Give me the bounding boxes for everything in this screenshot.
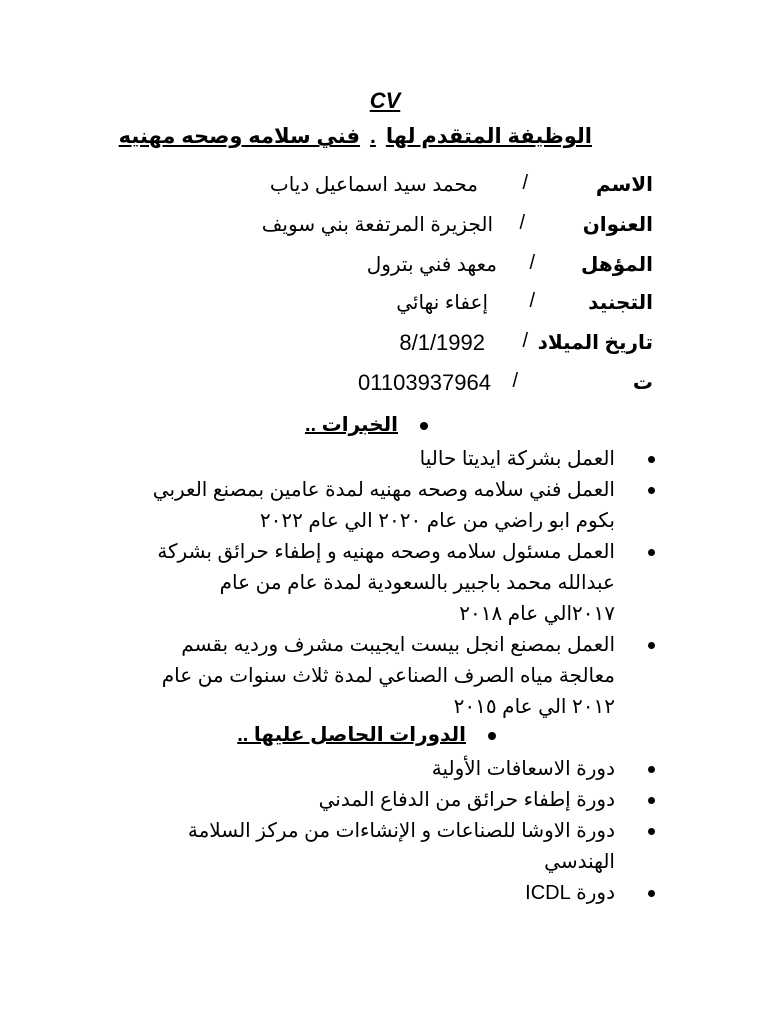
list-item bbox=[143, 816, 643, 878]
job-title-line bbox=[119, 124, 592, 149]
bullet-icon bbox=[488, 732, 496, 740]
courses-heading bbox=[237, 722, 496, 747]
field-name bbox=[153, 172, 653, 202]
field-label: التجنيد bbox=[588, 292, 653, 314]
experience-list bbox=[143, 444, 643, 723]
list-item-text: دورة ICDL bbox=[525, 882, 615, 904]
courses-title: الدورات الحاصل عليها .. bbox=[237, 724, 466, 746]
bullet-icon bbox=[648, 456, 655, 463]
bullet-icon bbox=[648, 487, 655, 494]
list-item-text: دورة الاسعافات الأولية bbox=[431, 758, 615, 780]
job-separator: . bbox=[370, 125, 376, 148]
bullet-icon bbox=[648, 642, 655, 649]
field-slash: / bbox=[529, 290, 535, 312]
experience-title: الخبرات .. bbox=[304, 414, 398, 436]
list-item-text: العمل بشركة ايديتا حاليا bbox=[419, 448, 615, 470]
list-item-text: العمل فني سلامه وصحه مهنيه لمدة عامين بمصنع العربي بكوم ابو راضي من عام ٢٠٢٠ الي عام ٢٠٢٢ bbox=[152, 479, 615, 532]
list-item bbox=[143, 475, 643, 537]
field-slash: / bbox=[519, 212, 525, 234]
list-item bbox=[143, 878, 643, 909]
list-item-text: دورة إطفاء حرائق من الدفاع المدني bbox=[318, 789, 615, 811]
field-value: محمد سيد اسماعيل دياب bbox=[269, 174, 478, 196]
list-item-text: العمل مسئول سلامه وصحه مهنيه و إطفاء حرائق بشركة عبدالله محمد باجبير بالسعودية لمدة عام من عام ٢٠١٧الي عام ٢٠١٨ bbox=[157, 541, 615, 625]
list-item bbox=[143, 630, 643, 723]
field-label: ت bbox=[632, 372, 653, 394]
field-slash: / bbox=[529, 252, 535, 274]
bullet-icon bbox=[648, 549, 655, 556]
field-slash: / bbox=[512, 370, 518, 392]
field-value: 01103937964 bbox=[358, 370, 491, 395]
field-value: معهد فني بترول bbox=[366, 254, 497, 276]
list-item-text: دورة الاوشا للصناعات و الإنشاءات من مركز السلامة الهندسي bbox=[187, 820, 615, 873]
field-value: إعفاء نهائي bbox=[396, 292, 488, 314]
list-item bbox=[143, 444, 643, 475]
field-address bbox=[153, 212, 653, 242]
job-label: الوظيفة المتقدم لها bbox=[385, 125, 592, 148]
list-item bbox=[143, 754, 643, 785]
bullet-icon bbox=[648, 797, 655, 804]
list-item-text: العمل بمصنع انجل بيست ايجيبت مشرف ورديه بقسم معالجة مياه الصرف الصناعي لمدة ثلاث سنوات من عام ٢٠١٢ الي عام ٢٠١٥ bbox=[161, 634, 615, 718]
bullet-icon bbox=[648, 828, 655, 835]
field-label: المؤهل bbox=[580, 254, 653, 276]
field-label: الاسم bbox=[595, 174, 653, 196]
field-label: العنوان bbox=[582, 214, 653, 236]
field-phone bbox=[153, 370, 653, 400]
list-item bbox=[143, 537, 643, 630]
cv-title: CV bbox=[369, 88, 401, 113]
experience-heading bbox=[305, 412, 428, 437]
field-qualification bbox=[153, 252, 653, 282]
job-value: فني سلامه وصحه مهنيه bbox=[118, 125, 361, 148]
field-value: 8/1/1992 bbox=[399, 330, 485, 355]
field-birthdate bbox=[153, 330, 653, 360]
bullet-icon bbox=[648, 890, 655, 897]
field-slash: / bbox=[522, 172, 528, 194]
list-item bbox=[143, 785, 643, 816]
courses-list bbox=[143, 754, 643, 909]
bullet-icon bbox=[420, 422, 428, 430]
bullet-icon bbox=[648, 766, 655, 773]
field-military bbox=[153, 290, 653, 320]
field-slash: / bbox=[522, 330, 528, 352]
field-label: تاريخ الميلاد bbox=[537, 332, 653, 354]
field-value: الجزيرة المرتفعة بني سويف bbox=[261, 214, 493, 236]
